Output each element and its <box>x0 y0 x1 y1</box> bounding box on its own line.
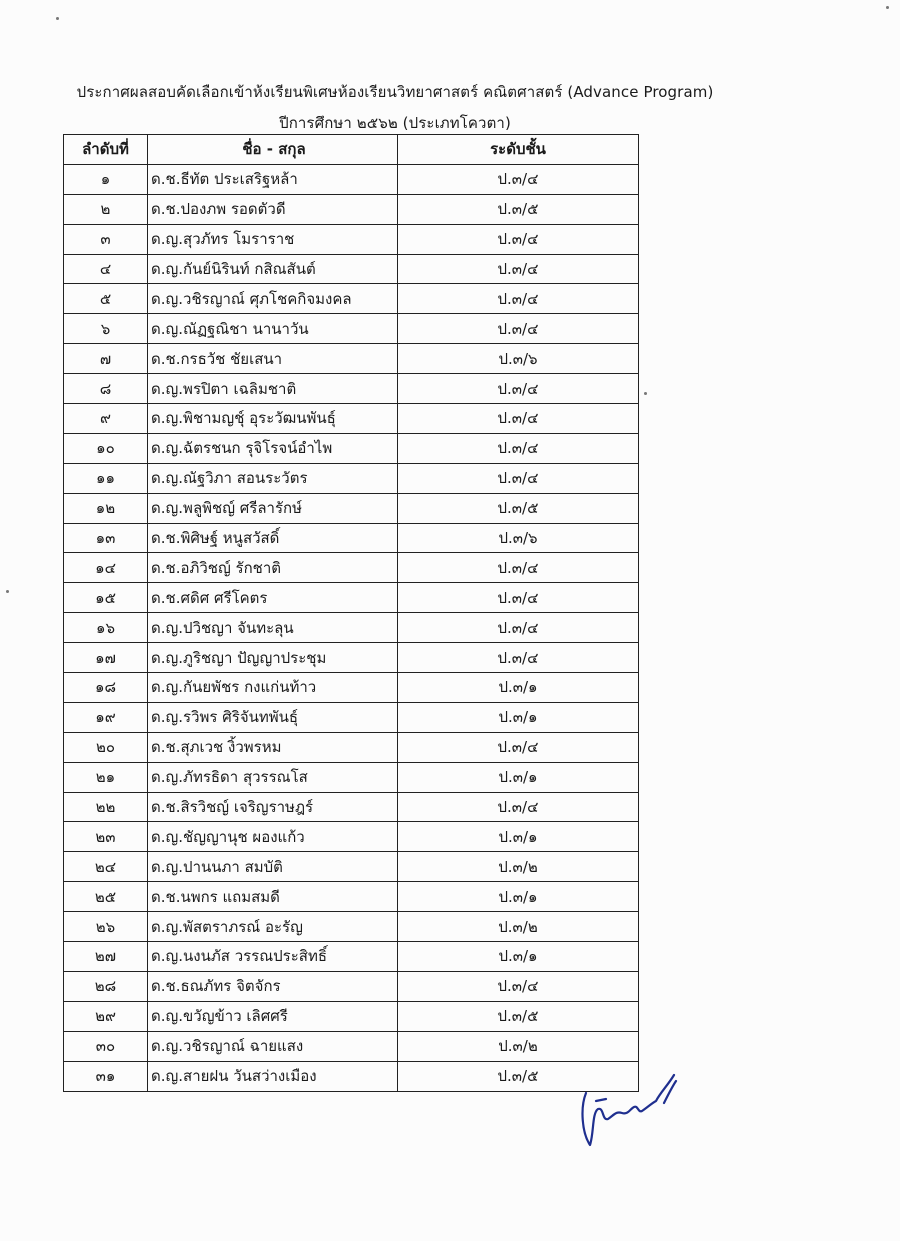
row-name: ด.ญ.ฉัตรชนก รุจิโรจน์อำไพ <box>148 433 398 463</box>
row-number: ๓ <box>64 224 148 254</box>
row-class: ป.๓/๑ <box>398 822 639 852</box>
row-class: ป.๓/๔ <box>398 314 639 344</box>
row-name: ด.ญ.ณัฐวิภา สอนระวัตร <box>148 463 398 493</box>
row-name: ด.ญ.ภูริชญา ปัญญาประชุม <box>148 643 398 673</box>
row-class: ป.๓/๑ <box>398 762 639 792</box>
table-header-row <box>64 135 639 165</box>
table-row <box>64 463 639 493</box>
header-name: ชื่อ - สกุล <box>148 135 398 165</box>
table-row <box>64 643 639 673</box>
row-name: ด.ญ.พัสตราภรณ์ อะรัญ <box>148 912 398 942</box>
row-class: ป.๓/๑ <box>398 702 639 732</box>
row-number: ๒ <box>64 194 148 224</box>
table-row <box>64 882 639 912</box>
row-name: ด.ช.ปองภพ รอดตัวดี <box>148 194 398 224</box>
row-number: ๑๑ <box>64 463 148 493</box>
row-name: ด.ญ.วชิรญาณ์ ศุภโชคกิจมงคล <box>148 284 398 314</box>
row-class: ป.๓/๕ <box>398 194 639 224</box>
table-row <box>64 553 639 583</box>
table-row <box>64 822 639 852</box>
row-name: ด.ญ.ชัญญานุช ผองแก้ว <box>148 822 398 852</box>
row-number: ๒๙ <box>64 1001 148 1031</box>
row-name: ด.ญ.นงนภัส วรรณประสิทธิ์ <box>148 942 398 972</box>
row-name: ด.ช.นพกร แถมสมดี <box>148 882 398 912</box>
header-no: ลำดับที่ <box>64 135 148 165</box>
row-class: ป.๓/๔ <box>398 732 639 762</box>
table-row <box>64 344 639 374</box>
row-number: ๑๘ <box>64 673 148 703</box>
row-class: ป.๓/๔ <box>398 792 639 822</box>
document-subtitle: ปีการศึกษา ๒๕๖๒ (ประเภทโควตา) <box>279 114 511 132</box>
table-row <box>64 493 639 523</box>
row-class: ป.๓/๖ <box>398 523 639 553</box>
row-number: ๒๐ <box>64 732 148 762</box>
table-body <box>64 164 639 1091</box>
table-row <box>64 1001 639 1031</box>
table-row <box>64 164 639 194</box>
row-number: ๑๒ <box>64 493 148 523</box>
row-name: ด.ญ.ขวัญข้าว เลิศศรี <box>148 1001 398 1031</box>
row-class: ป.๓/๕ <box>398 1061 639 1091</box>
row-number: ๑๙ <box>64 702 148 732</box>
table-row <box>64 523 639 553</box>
table-row <box>64 284 639 314</box>
table-row <box>64 852 639 882</box>
row-class: ป.๓/๔ <box>398 404 639 434</box>
row-name: ด.ญ.รวิพร ศิริจันทพันธุ์ <box>148 702 398 732</box>
table-row <box>64 762 639 792</box>
row-number: ๗ <box>64 344 148 374</box>
row-name: ด.ช.สุภเวช งิ้วพรหม <box>148 732 398 762</box>
row-name: ด.ญ.ภัทรธิดา สุวรรณโส <box>148 762 398 792</box>
row-class: ป.๓/๔ <box>398 583 639 613</box>
scan-speck <box>6 590 9 593</box>
row-class: ป.๓/๔ <box>398 971 639 1001</box>
row-class: ป.๓/๔ <box>398 224 639 254</box>
row-class: ป.๓/๔ <box>398 433 639 463</box>
row-class: ป.๓/๖ <box>398 344 639 374</box>
row-number: ๖ <box>64 314 148 344</box>
table-row <box>64 912 639 942</box>
row-class: ป.๓/๑ <box>398 942 639 972</box>
table-row <box>64 971 639 1001</box>
table-row <box>64 1061 639 1091</box>
row-number: ๔ <box>64 254 148 284</box>
row-class: ป.๓/๔ <box>398 553 639 583</box>
results-table <box>63 134 639 1092</box>
row-name: ด.ญ.ปานนภา สมบัติ <box>148 852 398 882</box>
table-row <box>64 254 639 284</box>
row-name: ด.ช.กรธวัช ชัยเสนา <box>148 344 398 374</box>
row-name: ด.ญ.พรปิตา เฉลิมชาติ <box>148 374 398 404</box>
table-row <box>64 732 639 762</box>
row-name: ด.ญ.พลูพิชญ์ ศรีลารักษ์ <box>148 493 398 523</box>
row-class: ป.๓/๕ <box>398 1001 639 1031</box>
table-row <box>64 314 639 344</box>
row-number: ๒๒ <box>64 792 148 822</box>
row-name: ด.ช.ธีทัต ประเสริฐหล้า <box>148 164 398 194</box>
row-class: ป.๓/๑ <box>398 673 639 703</box>
row-name: ด.ญ.ณัฏฐณิชา นานาวัน <box>148 314 398 344</box>
row-class: ป.๓/๔ <box>398 164 639 194</box>
document-title: ประกาศผลสอบคัดเลือกเข้าห้งเรียนพิเศษห้องเรียนวิทยาศาสตร์ คณิตศาสตร์ (Advance Program) <box>76 83 714 101</box>
row-name: ด.ญ.สุวภัทร โมราราช <box>148 224 398 254</box>
table-row <box>64 194 639 224</box>
row-number: ๕ <box>64 284 148 314</box>
row-number: ๒๘ <box>64 971 148 1001</box>
row-class: ป.๓/๒ <box>398 852 639 882</box>
row-number: ๙ <box>64 404 148 434</box>
row-number: ๑๐ <box>64 433 148 463</box>
signature-image <box>576 1063 686 1153</box>
row-number: ๒๗ <box>64 942 148 972</box>
row-number: ๑๓ <box>64 523 148 553</box>
row-number: ๒๕ <box>64 882 148 912</box>
row-name: ด.ญ.กันย์นิรินท์ กสิณสันต์ <box>148 254 398 284</box>
table-row <box>64 702 639 732</box>
row-name: ด.ช.พิศิษฐ์ หนูสวัสดิ์ <box>148 523 398 553</box>
table-row <box>64 404 639 434</box>
row-class: ป.๓/๔ <box>398 284 639 314</box>
row-class: ป.๓/๔ <box>398 463 639 493</box>
table-row <box>64 942 639 972</box>
table-row <box>64 1031 639 1061</box>
row-number: ๘ <box>64 374 148 404</box>
table-row <box>64 792 639 822</box>
row-number: ๑๕ <box>64 583 148 613</box>
row-class: ป.๓/๒ <box>398 1031 639 1061</box>
row-number: ๑ <box>64 164 148 194</box>
scan-speck <box>886 6 889 9</box>
row-class: ป.๓/๕ <box>398 493 639 523</box>
row-class: ป.๓/๔ <box>398 254 639 284</box>
row-number: ๒๑ <box>64 762 148 792</box>
row-number: ๑๗ <box>64 643 148 673</box>
scan-speck <box>56 17 59 20</box>
row-name: ด.ญ.กันยพัชร กงแก่นท้าว <box>148 673 398 703</box>
row-name: ด.ช.ศดิศ ศรีโคตร <box>148 583 398 613</box>
table-row <box>64 673 639 703</box>
row-name: ด.ญ.สายฝน วันสว่างเมือง <box>148 1061 398 1091</box>
scan-speck <box>644 392 647 395</box>
table-row <box>64 583 639 613</box>
row-name: ด.ช.สิรวิชญ์ เจริญราษฎร์ <box>148 792 398 822</box>
row-name: ด.ญ.พิชามญชุ์ อุระวัฒนพันธุ์ <box>148 404 398 434</box>
row-name: ด.ช.อภิวิชญ์ รักชาติ <box>148 553 398 583</box>
row-class: ป.๓/๔ <box>398 374 639 404</box>
table-row <box>64 374 639 404</box>
row-number: ๓๐ <box>64 1031 148 1061</box>
header-class: ระดับชั้น <box>398 135 639 165</box>
row-name: ด.ญ.ปวิชญา จันทะลุน <box>148 613 398 643</box>
row-number: ๒๔ <box>64 852 148 882</box>
row-class: ป.๓/๒ <box>398 912 639 942</box>
row-number: ๑๖ <box>64 613 148 643</box>
table-row <box>64 613 639 643</box>
row-class: ป.๓/๑ <box>398 882 639 912</box>
row-number: ๑๔ <box>64 553 148 583</box>
row-number: ๒๖ <box>64 912 148 942</box>
row-number: ๓๑ <box>64 1061 148 1091</box>
row-name: ด.ช.ธณภัทร จิตจักร <box>148 971 398 1001</box>
table-row <box>64 433 639 463</box>
table-row <box>64 224 639 254</box>
row-class: ป.๓/๔ <box>398 613 639 643</box>
row-name: ด.ญ.วชิรญาณ์ ฉายแสง <box>148 1031 398 1061</box>
row-number: ๒๓ <box>64 822 148 852</box>
row-class: ป.๓/๔ <box>398 643 639 673</box>
